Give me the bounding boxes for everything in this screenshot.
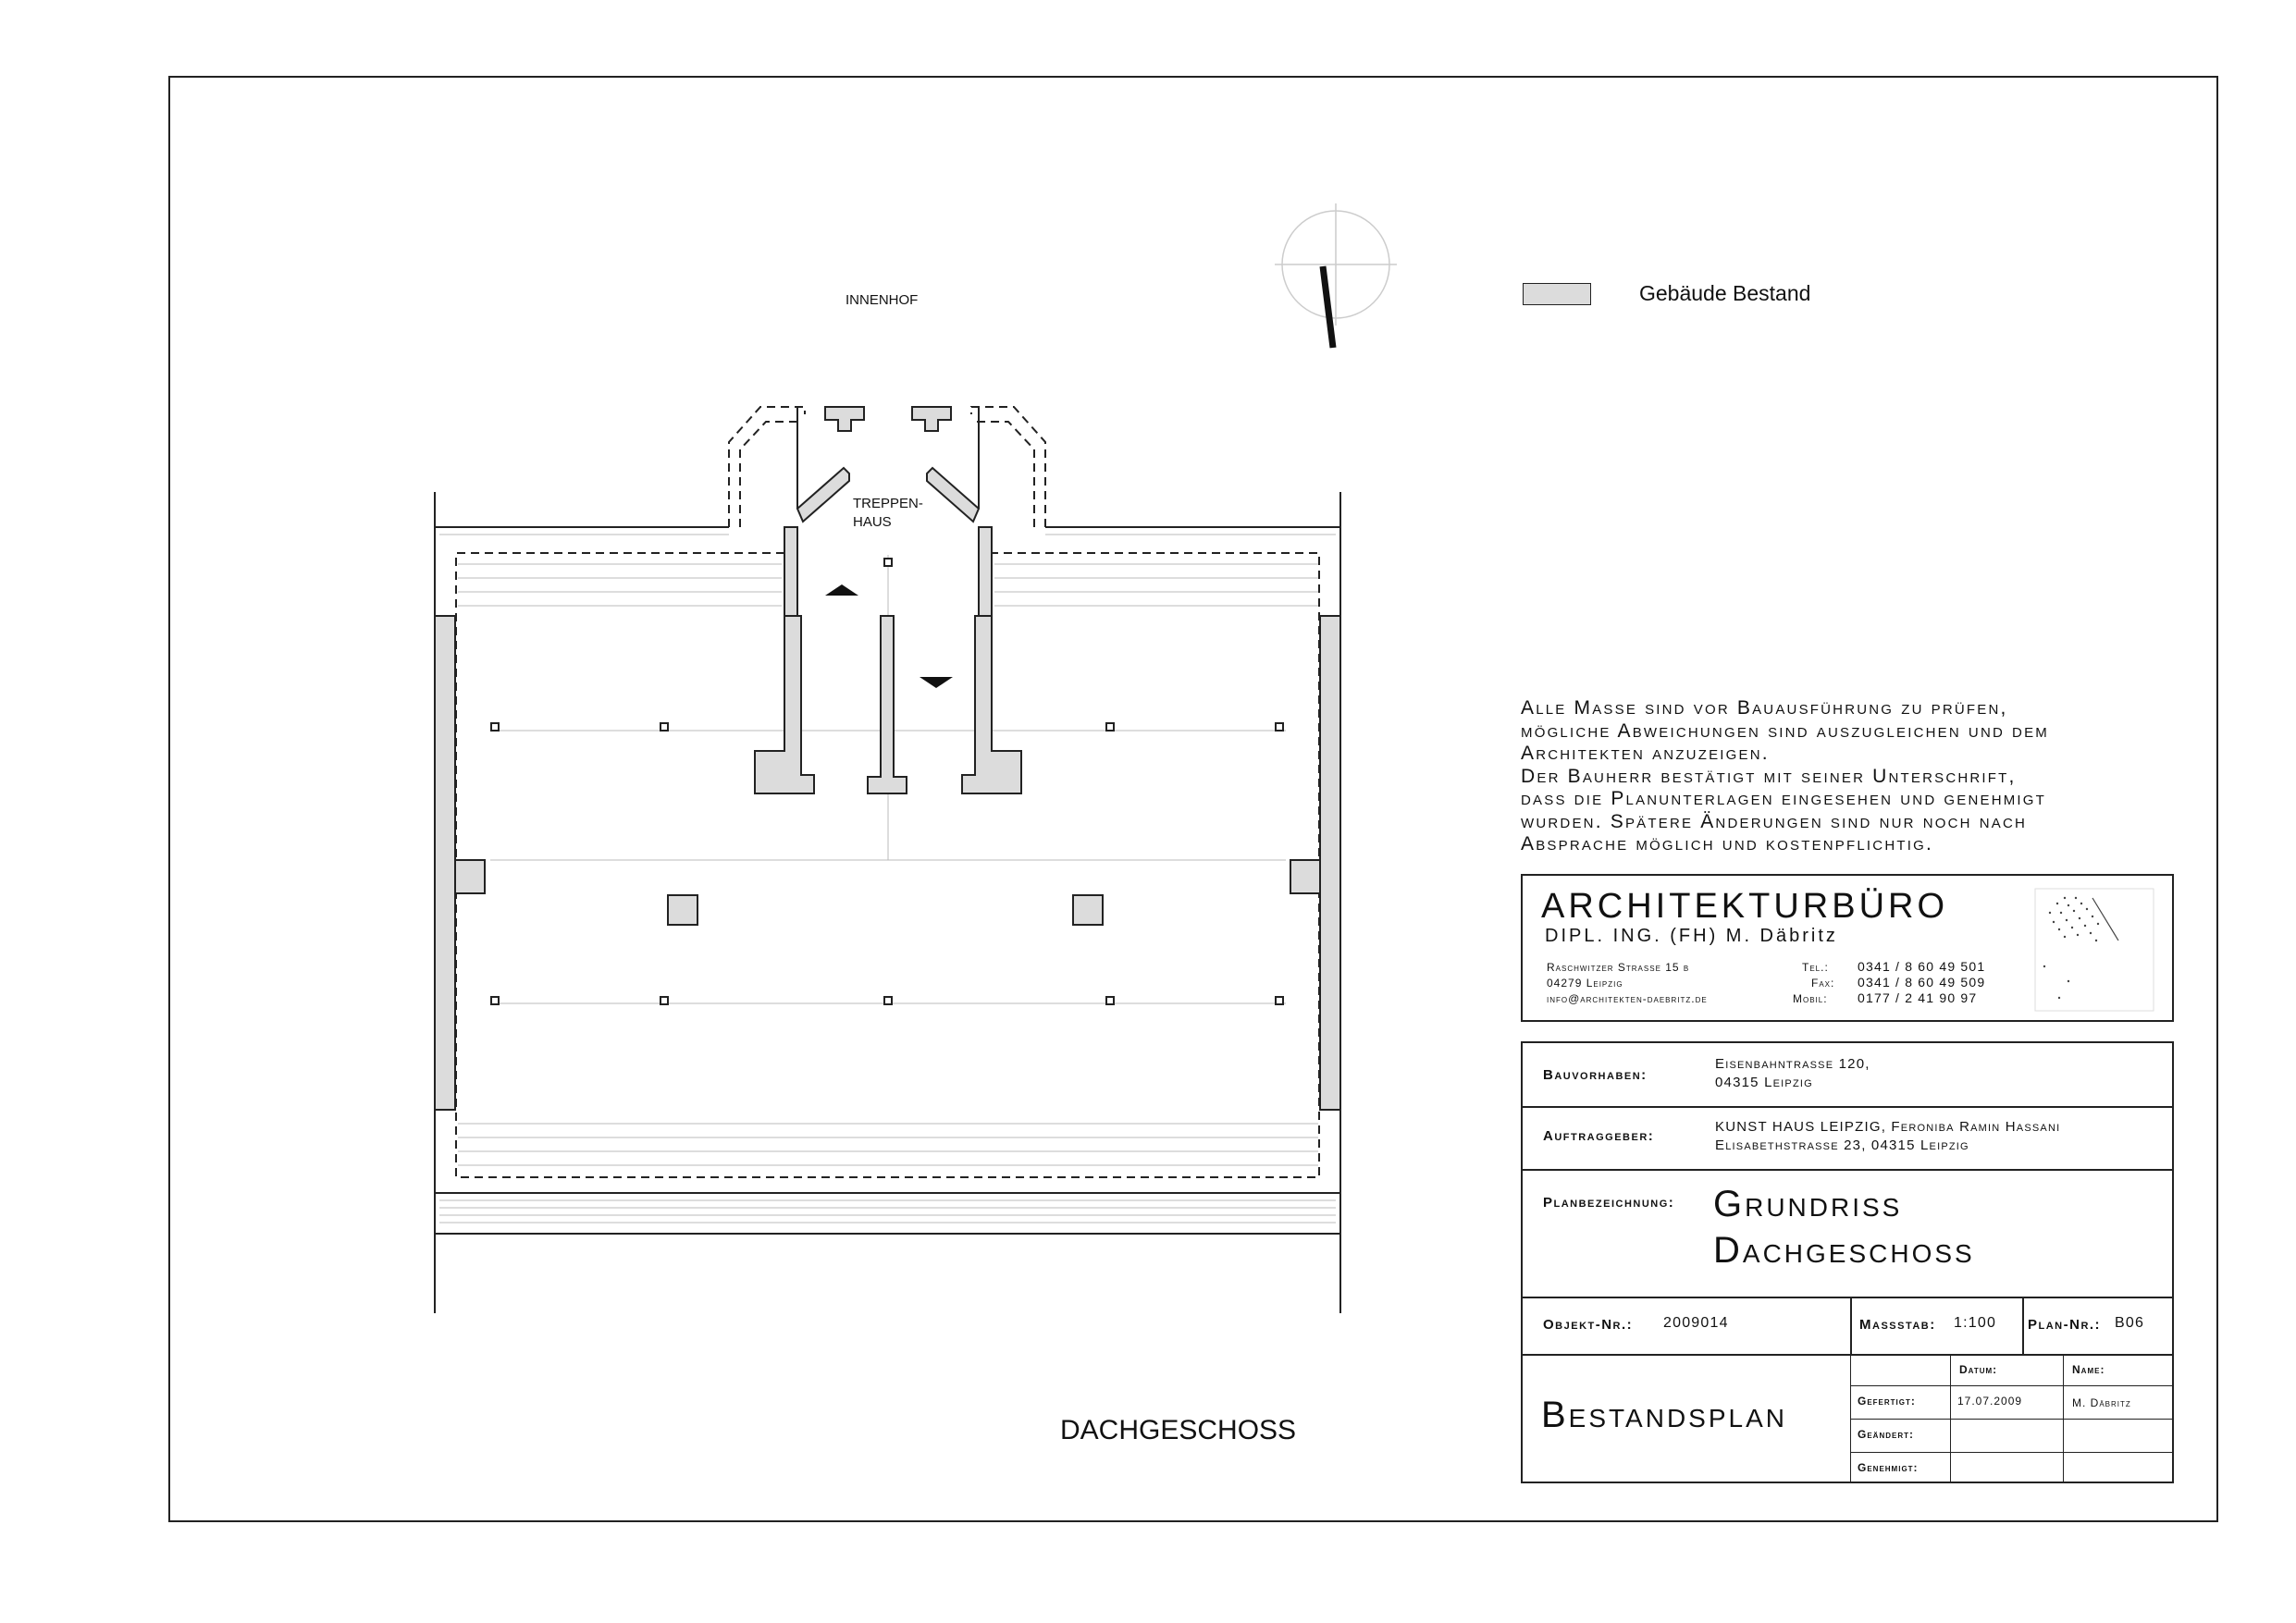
fax-value: 0341 / 8 60 49 509 [1858,975,1986,990]
bauvorhaben-line-1: Eisenbahntrasse 120, [1715,1056,1870,1072]
mobil-label: Mobil: [1793,992,1828,1005]
office-city: 04279 Leipzig [1547,977,1623,990]
plannr-value: B06 [2115,1315,2145,1331]
note-line: Der Bauherr bestätigt mit seiner Unterschrift, [1521,765,2017,787]
gefertigt-name: M. Däbritz [2072,1396,2131,1409]
planbezeichnung-line-2: Dachgeschoss [1713,1230,1975,1271]
massstab-label: Massstab: [1859,1317,1936,1333]
plannr-label: Plan-Nr.: [2028,1317,2102,1333]
planbezeichnung-line-1: Grundriss [1713,1184,1903,1224]
fax-label: Fax: [1811,977,1835,990]
office-subtitle: DIPL. ING. (FH) M. Däbritz [1545,926,1838,946]
objekt-label: Objekt-Nr.: [1543,1317,1634,1333]
genehmigt-label: Genehmigt: [1858,1461,1919,1474]
note-line: dass die Planunterlagen eingesehen und genehmigt [1521,788,2047,809]
bauvorhaben-label: Bauvorhaben: [1543,1067,1648,1083]
note-line: Absprache möglich und kostenpflichtig. [1521,833,1933,855]
note-line: wurden. Spätere Änderungen sind nur noch nach [1521,810,2028,832]
courtyard-label: INNENHOF [846,292,919,308]
note-line: Architekten anzuzeigen. [1521,743,1770,764]
objekt-value: 2009014 [1663,1315,1729,1331]
massstab-value: 1:100 [1954,1315,1997,1331]
gefertigt-label: Gefertigt: [1858,1395,1916,1408]
auftraggeber-line-1: KUNST HAUS LEIPZIG, Feroniba Ramin Hassani [1715,1119,2061,1135]
note-line: mögliche Abweichungen sind auszugleichen und dem [1521,719,2049,742]
floor-title: DACHGESCHOSS [1060,1415,1297,1445]
tel-label: Tel.: [1802,961,1829,974]
name-label: Name: [2072,1363,2105,1376]
auftraggeber-label: Auftraggeber: [1543,1128,1655,1144]
datum-label: Datum: [1959,1363,1998,1376]
stair-label-line-2: HAUS [853,514,892,530]
bauvorhaben-line-2: 04315 Leipzig [1715,1075,1813,1090]
stair-label-line-1: TREPPEN- [853,496,923,511]
note-line: Alle Masse sind vor Bauausführung zu prüfen, [1521,697,2008,719]
plan-type: Bestandsplan [1541,1395,1787,1435]
disclaimer-note [1521,697,2205,856]
title-block [1521,1041,2174,1483]
mobil-value: 0177 / 2 41 90 97 [1858,990,1978,1005]
tel-value: 0341 / 8 60 49 501 [1858,959,1986,974]
auftraggeber-line-2: Elisabethstrasse 23, 04315 Leipzig [1715,1137,1969,1153]
legend-swatch [1523,283,1591,305]
office-street: Raschwitzer Strasse 15 b [1547,961,1690,974]
office-logo [2031,885,2157,1014]
planbezeichnung-label: Planbezeichnung: [1543,1195,1675,1211]
office-name: ARCHITEKTURBÜRO [1541,887,1949,926]
office-email: info@architekten-daebritz.de [1547,992,1708,1005]
geaendert-label: Geändert: [1858,1428,1914,1441]
legend-label: Gebäude Bestand [1639,281,1811,305]
office-box [1521,874,2174,1022]
gefertigt-datum: 17.07.2009 [1957,1395,2023,1408]
